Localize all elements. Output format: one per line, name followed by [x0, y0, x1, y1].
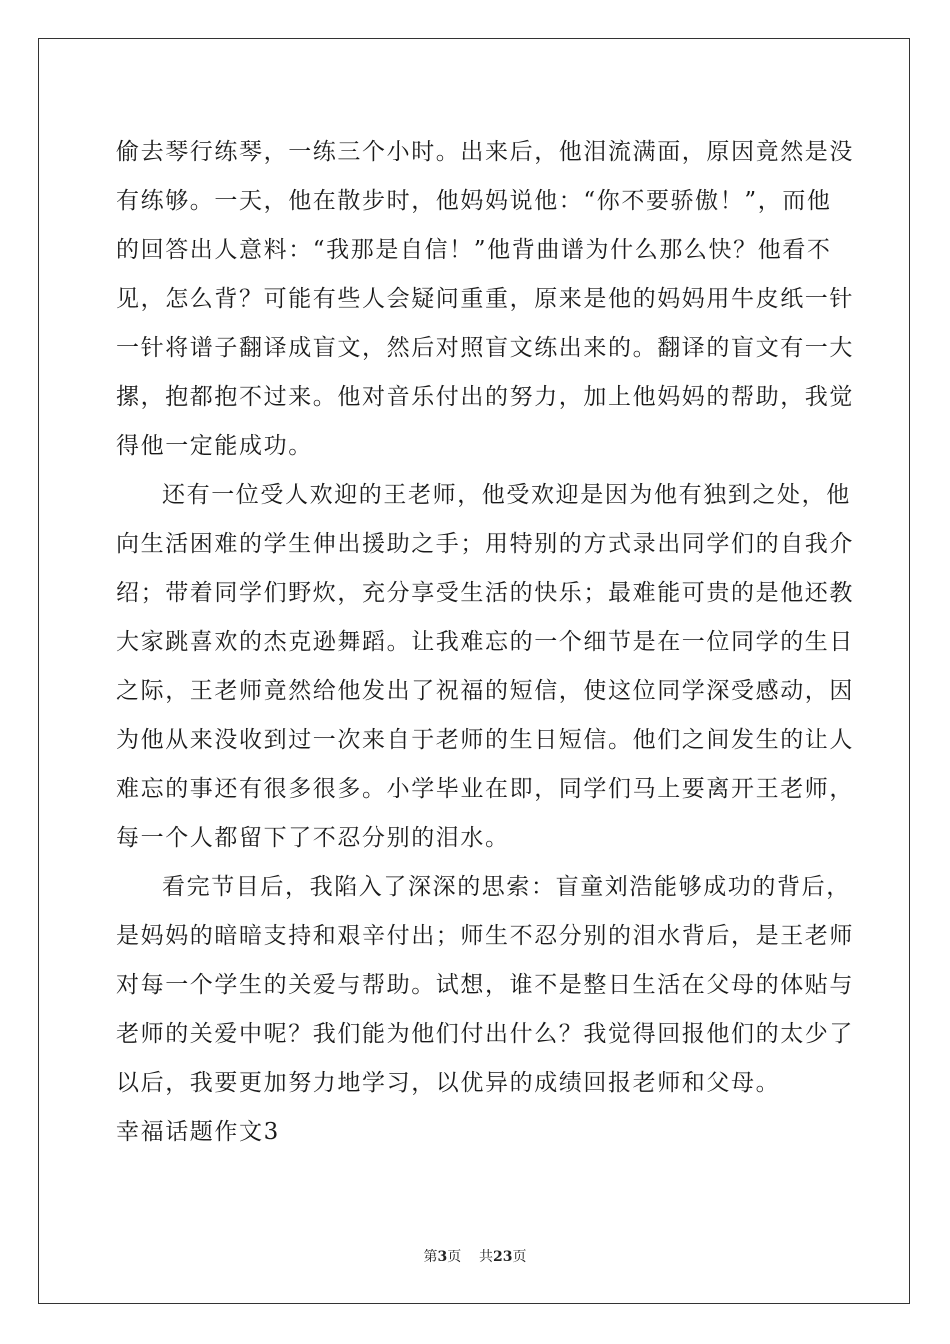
paragraph-2 [116, 471, 854, 863]
text-line: 之际，王老师竟然给他发出了祝福的短信，使这位同学深受感动，因 [116, 678, 854, 704]
text-line: 一针将谱子翻译成盲文，然后对照盲文练出来的。翻译的盲文有一大 [116, 335, 854, 361]
text-line: 绍；带着同学们野炊，充分享受生活的快乐；最难能可贵的是他还教 [116, 580, 854, 606]
text-line: 的回答出人意料：“我那是自信！”他背曲谱为什么那么快？他看不 [116, 237, 832, 263]
text-line: 难忘的事还有很多很多。小学毕业在即，同学们马上要离开王老师， [116, 776, 854, 802]
text-line: 大家跳喜欢的杰克逊舞蹈。让我难忘的一个细节是在一位同学的生日 [116, 629, 854, 655]
text-line: 对每一个学生的关爱与帮助。试想，谁不是整日生活在父母的体贴与 [116, 972, 854, 998]
text-line: 以后，我要更加努力地学习，以优异的成绩回报老师和父母。 [116, 1070, 781, 1096]
text-line: 向生活困难的学生伸出援助之手；用特别的方式录出同学们的自我介 [116, 531, 854, 557]
text-line: 为他从来没收到过一次来自于老师的生日短信。他们之间发生的让人 [116, 727, 854, 753]
page-prefix: 第 [423, 1249, 438, 1265]
text-line: 是妈妈的暗暗支持和艰辛付出；师生不忍分别的泪水背后，是王老师 [116, 923, 854, 949]
total-prefix: 共 [479, 1249, 494, 1265]
text-line: 见，怎么背？可能有些人会疑问重重，原来是他的妈妈用牛皮纸一针 [116, 286, 854, 312]
essay-heading: 幸福话题作文3 [116, 1119, 280, 1145]
text-line: 得他一定能成功。 [116, 433, 313, 459]
total-suffix: 页 [512, 1249, 527, 1265]
page-number: 3 [437, 1249, 448, 1265]
page-footer [0, 1246, 950, 1266]
document-body [116, 128, 854, 1157]
paragraph-1 [116, 128, 854, 471]
text-line: 老师的关爱中呢？我们能为他们付出什么？我觉得回报他们的太少了 [116, 1021, 854, 1047]
text-line: 偷去琴行练琴，一练三个小时。出来后，他泪流满面，原因竟然是没 [116, 139, 854, 165]
total-pages: 23 [493, 1249, 513, 1265]
text-line: 有练够。一天，他在散步时，他妈妈说他：“你不要骄傲！”，而他 [116, 188, 832, 214]
paragraph-3 [116, 863, 854, 1108]
text-line: 摞，抱都抱不过来。他对音乐付出的努力，加上他妈妈的帮助，我觉 [116, 384, 854, 410]
text-line: 还有一位受人欢迎的王老师，他受欢迎是因为他有独到之处，他 [162, 482, 851, 508]
page-suffix: 页 [447, 1249, 462, 1265]
text-line: 看完节目后，我陷入了深深的思索：盲童刘浩能够成功的背后， [162, 874, 851, 900]
text-line: 每一个人都留下了不忍分别的泪水。 [116, 825, 510, 851]
